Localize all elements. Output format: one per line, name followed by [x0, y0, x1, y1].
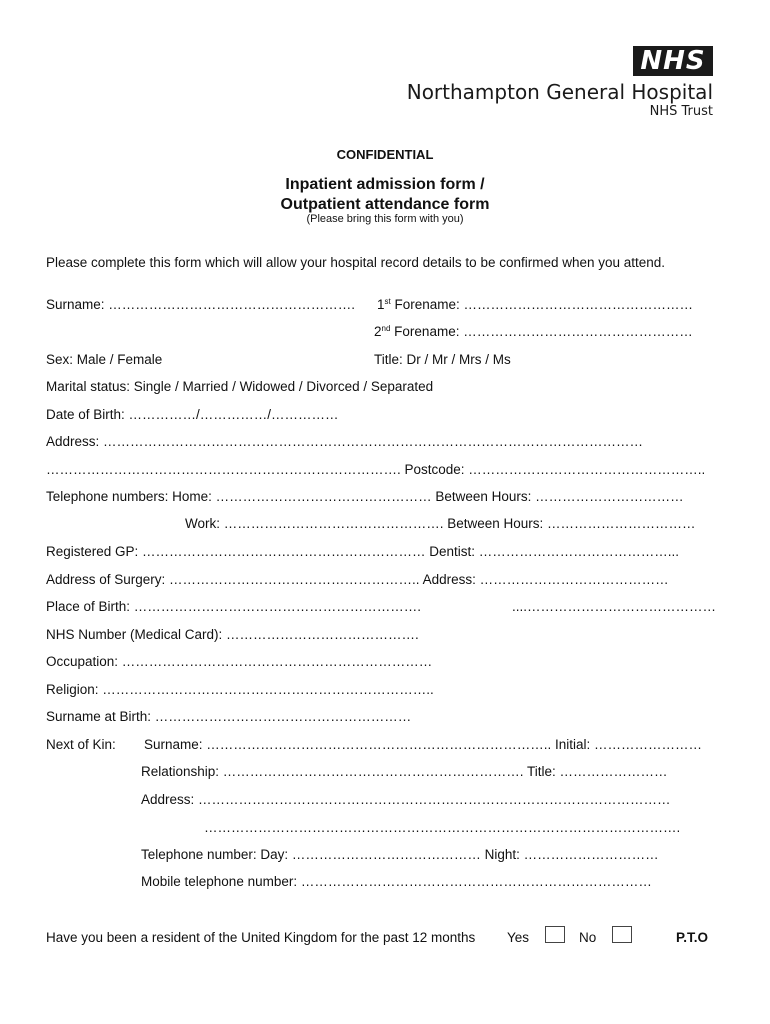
religion-field[interactable]: Religion: ……………………………………………………………….. [46, 682, 434, 697]
resident-yes-label: Yes [507, 930, 530, 945]
forename1-number: 1 [377, 297, 385, 312]
forename1-suffix: st [384, 297, 391, 306]
address-line1-field[interactable]: Address: ………………………………………………………………………………………………………… [46, 434, 644, 449]
forename1-field[interactable] [377, 297, 693, 312]
nok-surname-field[interactable]: Surname: ………………………………………………………………….. Initial: …………………… [144, 737, 703, 752]
address-line2-postcode-field[interactable]: ……………………………………………………………………. Postcode: …………………………………………….. [46, 462, 706, 477]
intro-text: Please complete this form which will allow your hospital record details to be confirmed when you attend. [46, 255, 666, 270]
pto-label: P.T.O [676, 930, 709, 945]
place-of-birth-field[interactable]: Place of Birth: ………………………………………………………. [46, 599, 422, 614]
nhs-logo: NHS [633, 46, 713, 76]
next-of-kin-label: Next of Kin: [46, 737, 116, 752]
org-name: Northampton General Hospital [406, 80, 713, 104]
registered-gp-field[interactable]: Registered GP: ……………………………………………………… Dentist: ……………………………………... [46, 544, 680, 559]
forename2-label: Forename: …………………………………………… [390, 324, 693, 339]
nok-mobile-field[interactable]: Mobile telephone number: …………………………………………………………………… [141, 874, 652, 889]
nok-address-line2-field[interactable]: ……………………………………………………………………………………………. [204, 820, 681, 835]
resident-no-checkbox[interactable] [612, 926, 632, 943]
title-field[interactable]: Title: Dr / Mr / Mrs / Ms [374, 352, 511, 367]
resident-yes-checkbox[interactable] [545, 926, 565, 943]
occupation-field[interactable]: Occupation: …………………………………………………………… [46, 654, 433, 669]
surgery-address-field[interactable]: Address of Surgery: ……………………………………………….. Address: …………………………………… [46, 572, 669, 587]
marital-status-field[interactable]: Marital status: Single / Married / Widowed / Divorced / Separated [46, 379, 434, 394]
date-of-birth-field[interactable]: Date of Birth: ……………/……………/…………… [46, 407, 339, 422]
nhs-number-field[interactable]: NHS Number (Medical Card): ……………………………………. [46, 627, 419, 642]
org-subtitle: NHS Trust [649, 104, 713, 119]
forename2-suffix: nd [381, 324, 391, 333]
form-title-line1: Inpatient admission form / [285, 176, 485, 193]
dentist-address-continuation[interactable]: ....…………………………………… [512, 599, 717, 614]
form-title-line2: Outpatient attendance form [280, 196, 490, 213]
nok-address-line1-field[interactable]: Address: …………………………………………………………………………………………… [141, 792, 671, 807]
surname-field[interactable]: Surname: ………………………………………………. [46, 297, 356, 312]
telephone-home-field[interactable]: Telephone numbers: Home: ………………………………………… Between Hours: …………………………… [46, 489, 684, 504]
forename2-field[interactable] [374, 324, 693, 339]
resident-no-label: No [579, 930, 597, 945]
forename2-number: 2 [374, 324, 382, 339]
nok-relationship-field[interactable]: Relationship: …………………………………………………………. Title: …………………… [141, 764, 668, 779]
confidential-label: CONFIDENTIAL [336, 147, 434, 162]
bring-note: (Please bring this form with you) [306, 213, 464, 225]
resident-question: Have you been a resident of the United Kingdom for the past 12 months [46, 930, 476, 945]
nok-telephone-field[interactable]: Telephone number: Day: …………………………………… Night: ………………………… [141, 847, 659, 862]
surname-at-birth-field[interactable]: Surname at Birth: ………………………………………………… [46, 709, 412, 724]
telephone-work-field[interactable]: Work: …………………………………………. Between Hours: …………………………… [185, 516, 696, 531]
forename1-label: Forename: …………………………………………… [390, 297, 694, 312]
sex-field[interactable]: Sex: Male / Female [46, 352, 163, 367]
